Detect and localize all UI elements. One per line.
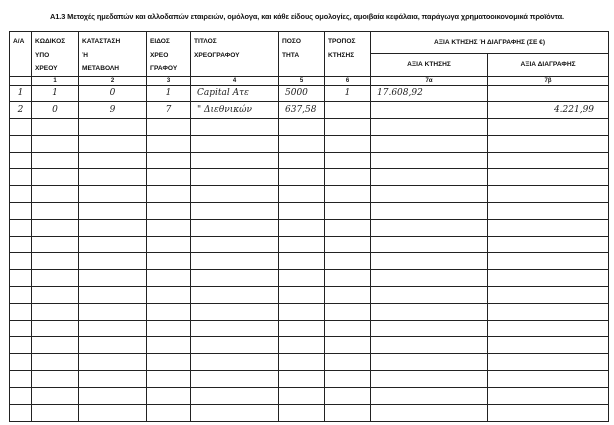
cell-method[interactable] [325, 404, 371, 421]
cell-status[interactable]: 9 [79, 102, 147, 119]
cell-status[interactable] [79, 387, 147, 404]
cell-acquisition-value[interactable] [371, 371, 488, 388]
header-line: Α/Α [13, 38, 25, 45]
cell-status[interactable] [79, 119, 147, 136]
cell-code[interactable] [32, 253, 79, 270]
empty-table-row [10, 337, 609, 354]
column-number: 3 [147, 76, 191, 85]
empty-table-row [10, 320, 609, 337]
header-line: ΚΤΗΣΗΣ [328, 51, 355, 59]
cell-quantity[interactable] [279, 135, 325, 152]
header-kind [147, 32, 191, 77]
cell-kind[interactable] [147, 270, 191, 287]
table-row [10, 102, 609, 119]
cell-kind[interactable] [147, 119, 191, 136]
cell-aa[interactable] [10, 186, 32, 203]
cell-status[interactable] [79, 270, 147, 287]
header-line: ΤΙΤΛΟΣ [194, 38, 217, 45]
cell-status[interactable] [79, 354, 147, 371]
empty-table-row [10, 186, 609, 203]
cell-method[interactable] [325, 320, 371, 337]
cell-security-title[interactable]: " Διεθνικών [191, 102, 279, 119]
cell-security-title[interactable] [191, 219, 279, 236]
cell-kind[interactable]: 7 [147, 102, 191, 119]
cell-code[interactable] [32, 203, 79, 220]
header-line: ΓΡΑΦΟΥ [150, 65, 178, 72]
cell-quantity[interactable] [279, 119, 325, 136]
cell-aa[interactable] [10, 236, 32, 253]
cell-quantity[interactable] [279, 186, 325, 203]
cell-aa[interactable] [10, 270, 32, 287]
cell-status[interactable] [79, 303, 147, 320]
cell-method[interactable] [325, 135, 371, 152]
empty-table-row [10, 152, 609, 169]
empty-table-row [10, 169, 609, 186]
cell-kind[interactable] [147, 219, 191, 236]
cell-write-off-value[interactable] [488, 287, 609, 304]
cell-aa[interactable] [10, 119, 32, 136]
cell-kind[interactable] [147, 320, 191, 337]
header-method [325, 32, 371, 77]
cell-acquisition-value[interactable] [371, 169, 488, 186]
cell-method[interactable] [325, 253, 371, 270]
cell-status[interactable] [79, 219, 147, 236]
form-section-title: Α1.3 Μετοχές ημεδαπών και αλλοδαπών εταιρειών, ομόλογα, και κάθε είδους ομολογίες, αμοιβαία κεφάλαια, παράγωγα χρηματοοικονομικά προϊόντα. [50, 12, 564, 21]
cell-method[interactable] [325, 371, 371, 388]
cell-security-title[interactable] [191, 303, 279, 320]
cell-code[interactable] [32, 186, 79, 203]
cell-quantity[interactable] [279, 203, 325, 220]
cell-security-title[interactable] [191, 371, 279, 388]
empty-table-row [10, 119, 609, 136]
cell-code[interactable] [32, 371, 79, 388]
header-line: ΤΡΟΠΟΣ [328, 38, 356, 45]
cell-security-title[interactable] [191, 253, 279, 270]
cell-method[interactable] [325, 303, 371, 320]
empty-table-row [10, 203, 609, 220]
cell-write-off-value[interactable] [488, 404, 609, 421]
cell-security-title[interactable] [191, 152, 279, 169]
column-number: 2 [79, 76, 147, 85]
cell-status[interactable] [79, 135, 147, 152]
header-write-off-value: ΑΞΙΑ ΔΙΑΓΡΑΦΗΣ [488, 54, 609, 76]
cell-aa[interactable] [10, 303, 32, 320]
cell-method[interactable] [325, 287, 371, 304]
cell-acquisition-value[interactable] [371, 404, 488, 421]
cell-kind[interactable] [147, 371, 191, 388]
cell-status[interactable] [79, 253, 147, 270]
cell-aa[interactable]: 1 [10, 85, 32, 102]
header-line: ΚΑΤΑΣΤΑΣΗ [82, 38, 121, 45]
header-code [32, 32, 79, 77]
cell-write-off-value[interactable] [488, 169, 609, 186]
cell-status[interactable]: 0 [79, 85, 147, 102]
cell-method[interactable] [325, 354, 371, 371]
cell-security-title[interactable] [191, 119, 279, 136]
cell-kind[interactable] [147, 404, 191, 421]
cell-code[interactable] [32, 119, 79, 136]
cell-write-off-value[interactable] [488, 354, 609, 371]
cell-kind[interactable] [147, 169, 191, 186]
cell-status[interactable] [79, 152, 147, 169]
column-number: 5 [279, 76, 325, 85]
header-status [79, 32, 147, 77]
cell-acquisition-value[interactable] [371, 287, 488, 304]
cell-quantity[interactable] [279, 270, 325, 287]
cell-status[interactable] [79, 337, 147, 354]
cell-security-title[interactable] [191, 236, 279, 253]
cell-kind[interactable] [147, 303, 191, 320]
cell-acquisition-value[interactable]: 17.608,92 [371, 85, 488, 102]
cell-acquisition-value[interactable] [371, 102, 488, 119]
cell-method[interactable] [325, 169, 371, 186]
cell-code[interactable] [32, 303, 79, 320]
cell-status[interactable] [79, 203, 147, 220]
cell-method[interactable] [325, 102, 371, 119]
cell-status[interactable] [79, 287, 147, 304]
cell-security-title[interactable] [191, 320, 279, 337]
cell-status[interactable] [79, 169, 147, 186]
cell-kind[interactable] [147, 236, 191, 253]
cell-write-off-value[interactable] [488, 337, 609, 354]
cell-method[interactable] [325, 387, 371, 404]
cell-quantity[interactable] [279, 253, 325, 270]
cell-acquisition-value[interactable] [371, 186, 488, 203]
cell-status[interactable] [79, 371, 147, 388]
cell-security-title[interactable]: Capital Ατε [191, 85, 279, 102]
header-security-title [191, 32, 279, 77]
header-line: ΤΗΤΑ [282, 51, 300, 59]
cell-quantity[interactable] [279, 320, 325, 337]
cell-write-off-value[interactable] [488, 135, 609, 152]
cell-kind[interactable] [147, 203, 191, 220]
cell-kind[interactable] [147, 152, 191, 169]
cell-quantity[interactable] [279, 371, 325, 388]
header-line: ΧΡΕΟΥ [35, 65, 58, 72]
empty-table-row [10, 404, 609, 421]
cell-quantity[interactable] [279, 219, 325, 236]
empty-table-row [10, 287, 609, 304]
header-line: ΠΟΣΟ [282, 38, 301, 45]
cell-code[interactable] [32, 219, 79, 236]
cell-write-off-value[interactable] [488, 303, 609, 320]
cell-status[interactable] [79, 320, 147, 337]
cell-write-off-value[interactable] [488, 119, 609, 136]
cell-security-title[interactable] [191, 270, 279, 287]
cell-quantity[interactable] [279, 404, 325, 421]
header-line: Ή [82, 51, 88, 59]
cell-write-off-value[interactable] [488, 253, 609, 270]
cell-aa[interactable] [10, 219, 32, 236]
cell-aa[interactable] [10, 203, 32, 220]
cell-method[interactable]: 1 [325, 85, 371, 102]
cell-kind[interactable] [147, 253, 191, 270]
cell-aa[interactable] [10, 320, 32, 337]
column-number: 6 [325, 76, 371, 85]
cell-aa[interactable] [10, 287, 32, 304]
cell-aa[interactable] [10, 152, 32, 169]
cell-code[interactable] [32, 169, 79, 186]
cell-code[interactable] [32, 404, 79, 421]
cell-status[interactable] [79, 236, 147, 253]
cell-security-title[interactable] [191, 354, 279, 371]
cell-method[interactable] [325, 203, 371, 220]
column-number: 4 [191, 76, 279, 85]
empty-table-row [10, 135, 609, 152]
cell-security-title[interactable] [191, 337, 279, 354]
cell-security-title[interactable] [191, 169, 279, 186]
cell-security-title[interactable] [191, 203, 279, 220]
column-number: 1 [32, 76, 79, 85]
column-number: 7β [488, 76, 609, 85]
cell-write-off-value[interactable] [488, 219, 609, 236]
cell-aa[interactable] [10, 135, 32, 152]
header-line: ΧΡΕΟΓΡΑΦΟΥ [194, 51, 240, 59]
cell-quantity[interactable] [279, 152, 325, 169]
cell-quantity[interactable]: 5000 [279, 85, 325, 102]
cell-aa[interactable] [10, 253, 32, 270]
column-number [10, 76, 32, 85]
cell-kind[interactable] [147, 387, 191, 404]
header-aa [10, 32, 32, 77]
securities-table [9, 31, 609, 422]
header-value-group: ΑΞΙΑ ΚΤΗΣΗΣ Ή ΔΙΑΓΡΑΦΗΣ (ΣΕ €) [371, 32, 609, 54]
cell-quantity[interactable] [279, 287, 325, 304]
column-number: 7α [371, 76, 488, 85]
cell-write-off-value[interactable] [488, 236, 609, 253]
cell-kind[interactable] [147, 337, 191, 354]
header-line: ΜΕΤΑΒΟΛΗ [82, 65, 120, 72]
cell-write-off-value[interactable] [488, 186, 609, 203]
cell-acquisition-value[interactable] [371, 219, 488, 236]
cell-acquisition-value[interactable] [371, 236, 488, 253]
cell-aa[interactable] [10, 404, 32, 421]
cell-quantity[interactable] [279, 169, 325, 186]
cell-code[interactable] [32, 152, 79, 169]
cell-code[interactable]: 0 [32, 102, 79, 119]
cell-code[interactable]: 1 [32, 85, 79, 102]
cell-security-title[interactable] [191, 135, 279, 152]
cell-method[interactable] [325, 186, 371, 203]
cell-aa[interactable] [10, 337, 32, 354]
header-line: ΥΠΟ [35, 51, 50, 59]
cell-status[interactable] [79, 404, 147, 421]
empty-table-row [10, 371, 609, 388]
cell-security-title[interactable] [191, 186, 279, 203]
cell-code[interactable] [32, 387, 79, 404]
header-quantity [279, 32, 325, 77]
cell-kind[interactable]: 1 [147, 85, 191, 102]
cell-aa[interactable]: 2 [10, 102, 32, 119]
cell-acquisition-value[interactable] [371, 387, 488, 404]
cell-quantity[interactable]: 637,58 [279, 102, 325, 119]
cell-acquisition-value[interactable] [371, 152, 488, 169]
cell-acquisition-value[interactable] [371, 354, 488, 371]
cell-code[interactable] [32, 337, 79, 354]
cell-kind[interactable] [147, 135, 191, 152]
cell-security-title[interactable] [191, 287, 279, 304]
cell-write-off-value[interactable]: 4.221,99 [488, 102, 609, 119]
cell-code[interactable] [32, 354, 79, 371]
header-line: ΧΡΕΟ [150, 51, 169, 59]
cell-aa[interactable] [10, 354, 32, 371]
empty-table-row [10, 270, 609, 287]
cell-security-title[interactable] [191, 404, 279, 421]
cell-method[interactable] [325, 219, 371, 236]
cell-write-off-value[interactable] [488, 320, 609, 337]
cell-quantity[interactable] [279, 303, 325, 320]
cell-acquisition-value[interactable] [371, 303, 488, 320]
cell-quantity[interactable] [279, 387, 325, 404]
cell-acquisition-value[interactable] [371, 337, 488, 354]
cell-aa[interactable] [10, 169, 32, 186]
header-line: ΚΩΔΙΚΟΣ [35, 38, 66, 45]
cell-quantity[interactable] [279, 354, 325, 371]
cell-method[interactable] [325, 337, 371, 354]
empty-table-row [10, 236, 609, 253]
cell-kind[interactable] [147, 186, 191, 203]
header-acquisition-value: ΑΞΙΑ ΚΤΗΣΗΣ [371, 54, 488, 76]
empty-table-row [10, 354, 609, 371]
cell-acquisition-value[interactable] [371, 203, 488, 220]
cell-write-off-value[interactable] [488, 85, 609, 102]
cell-write-off-value[interactable] [488, 387, 609, 404]
cell-kind[interactable] [147, 287, 191, 304]
cell-acquisition-value[interactable] [371, 135, 488, 152]
cell-method[interactable] [325, 270, 371, 287]
cell-security-title[interactable] [191, 387, 279, 404]
cell-acquisition-value[interactable] [371, 270, 488, 287]
cell-code[interactable] [32, 320, 79, 337]
empty-table-row [10, 303, 609, 320]
cell-code[interactable] [32, 270, 79, 287]
cell-code[interactable] [32, 135, 79, 152]
cell-write-off-value[interactable] [488, 270, 609, 287]
cell-acquisition-value[interactable] [371, 253, 488, 270]
cell-aa[interactable] [10, 371, 32, 388]
cell-method[interactable] [325, 119, 371, 136]
cell-kind[interactable] [147, 354, 191, 371]
empty-table-row [10, 253, 609, 270]
table-row [10, 85, 609, 102]
empty-table-row [10, 219, 609, 236]
header-line: ΕΙΔΟΣ [150, 38, 170, 45]
cell-aa[interactable] [10, 387, 32, 404]
cell-method[interactable] [325, 152, 371, 169]
cell-write-off-value[interactable] [488, 152, 609, 169]
cell-write-off-value[interactable] [488, 203, 609, 220]
cell-method[interactable] [325, 236, 371, 253]
cell-acquisition-value[interactable] [371, 320, 488, 337]
column-number-row [10, 76, 609, 85]
cell-write-off-value[interactable] [488, 371, 609, 388]
cell-quantity[interactable] [279, 337, 325, 354]
empty-table-row [10, 387, 609, 404]
cell-acquisition-value[interactable] [371, 119, 488, 136]
cell-quantity[interactable] [279, 236, 325, 253]
cell-code[interactable] [32, 287, 79, 304]
cell-status[interactable] [79, 186, 147, 203]
cell-code[interactable] [32, 236, 79, 253]
